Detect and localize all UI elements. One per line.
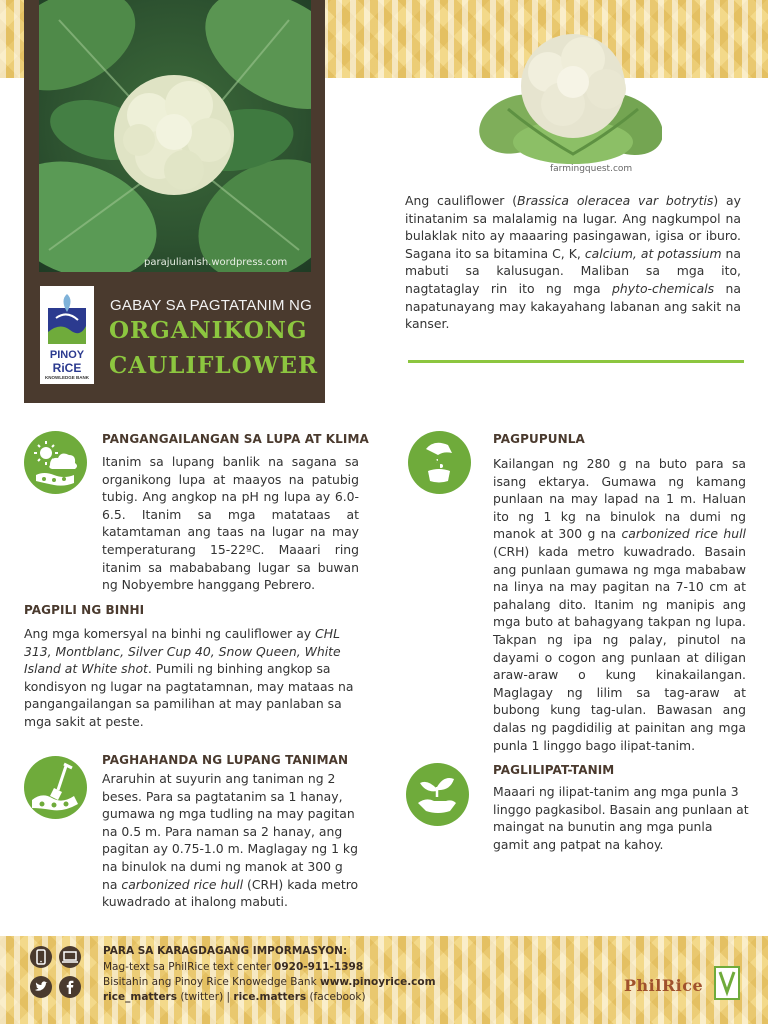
footer-text-line: [103, 961, 363, 973]
binhi-text-1: Ang mga komersyal na binhi ng cauliflower ay: [24, 626, 316, 641]
cover-title-line1: ORGANIKONG: [109, 317, 308, 344]
heading-paglilipat: PAGLILIPAT-TANIM: [493, 763, 615, 777]
cauliflower-field-photo: [39, 0, 311, 272]
text-lupa-klima: Itanim sa lupang banlik na sagana sa organikong lupa at maayos na patubig tubig. Ang angkop na pH ng lupa ay 6.0-6.5. Itanim sa mga matataas at katamtaman ang taas na lugar na may temperaturang 15-22ºC. Maaari ring itanim sa mabababang lugar sa buwan ng Nobyembre hanggang Pebrero.: [102, 454, 359, 593]
intro-scientific-name: Brassica oleracea var botrytis: [517, 193, 714, 208]
heading-pagpupunla: PAGPUPUNLA: [493, 432, 585, 446]
binhi-text-2: . Pumili ng binhing angkop sa kondisyon ng lugar na pagtatamnan, may mataas na pangangailangan sa pamilihan at may panlaban sa mga sakit at peste.: [24, 661, 354, 729]
pinoy-rice-logo: [40, 286, 94, 384]
facebook-icon[interactable]: [59, 976, 81, 998]
paghahanda-crh: carbonized rice hull: [121, 876, 244, 892]
intro-text-3: na mabuti sa kalusugan. Maliban sa mga ito, nagtataglay rin ito ng mga: [405, 245, 741, 296]
philrice-mark-icon: [714, 966, 740, 1000]
heading-paghahanda: PAGHAHANDA NG LUPANG TANIMAN: [102, 753, 349, 767]
intro-text-2: ) ay itinatanim sa malalamig na lugar. Ang nagkumpol na bulaklak nito ay maaaring pasingawan, igisa or iburo. Sagana ito sa bitamina C, K,: [405, 193, 741, 261]
transplanting-icon: [406, 763, 469, 826]
computer-icon: [59, 946, 81, 968]
heading-lupa-klima: PANGANGAILANGAN SA LUPA AT KLIMA: [102, 432, 369, 446]
paghahanda-text-2: (CRH) kada metro kuwadrado at ihalong mabuti.: [102, 876, 359, 910]
text-paglilipat: Maaari ng ilipat-tanim ang mga punla 3 linggo pagkasibol. Basain ang punlaan at maingat na bunutin ang mga punla gamit ang patpat na kahoy.: [493, 784, 749, 852]
soil-climate-icon: [24, 431, 87, 494]
pagpupunla-text-2: (CRH) kada metro kuwadrado. Basain ang punlaan gumawa ng mga mababaw na linya na may pagitan na 7-10 cm at pahalang dito. Itanim ng manipis ang mga buto at bahagyang takpan ng lupa. Takpan ng ipa ng palay, pinutol na dayami o cogon ang punlaan at diligan araw-araw o kung kinakailangan. Maglagay ng lilim sa tag-araw at bubong kung tag-ulan. Bawasan ang dalas ng pagdidilig at painitan ang mga punla 1 linggo bago ilipat-tanim.: [493, 543, 746, 753]
footer-social-line: [103, 991, 366, 1003]
text-pagpili-binhi: [24, 625, 358, 731]
text-pagpupunla: [493, 455, 746, 754]
footer-heading: PARA SA KARAGDAGANG IMPORMASYON:: [103, 945, 348, 957]
text-paghahanda: [102, 770, 362, 911]
logo-line1: PINOY: [49, 349, 85, 361]
philrice-logo: PhilRice: [624, 976, 704, 995]
footer-web-line: [103, 976, 436, 988]
intro-divider: [408, 360, 744, 363]
cover-subtitle: GABAY SA PAGTATANIM NG: [110, 297, 312, 314]
footer-twitter-handle[interactable]: rice_matters: [103, 991, 177, 1003]
footer-facebook-handle[interactable]: rice.matters: [233, 991, 307, 1003]
paghahanda-text-1: Araruhin at suyurin ang taniman ng 2 beses. Para sa pagtatanim sa 1 hanay, gumawa ng mga tudling na may pagitan na 0.5 m. Para naman sa 2 hanay, ang pagitan ay 0.75-1.0 m. Maglagay ng 1 kg na binulok na dumi ng manok at 300 g na: [102, 771, 358, 892]
intro-paragraph: [405, 192, 741, 333]
photo-credit-cover: parajulianish.wordpress.com: [144, 257, 288, 268]
photo-credit-intro: farmingquest.com: [550, 164, 633, 174]
cover-panel: [24, 0, 325, 403]
footer-line1-label: Mag-text sa PhilRice text center: [103, 961, 275, 973]
logo-line2: RiCE: [52, 361, 82, 375]
intro-phytochemicals: phyto-chemicals: [612, 280, 715, 296]
pagpupunla-text-1: Kailangan ng 280 g na buto para sa isang ektarya. Gumawa ng kamang punlaan na may lapad na 1 m. Haluan ito ng 1 kg na binulok na dumi ng manok at 300 g na: [493, 456, 746, 542]
footer-twitter-label: (twitter) |: [177, 991, 234, 1003]
footer-website-link[interactable]: www.pinoyrice.com: [320, 976, 436, 988]
cauliflower-head-photo: [478, 14, 662, 174]
footer-facebook-label: (facebook): [306, 991, 366, 1003]
twitter-icon[interactable]: [30, 976, 52, 998]
intro-text-1: Ang cauliflower (: [405, 193, 518, 208]
logo-line3: KNOWLEDGE BANK: [45, 375, 89, 380]
phone-icon: [30, 946, 52, 968]
heading-pagpili-binhi: PAGPILI NG BINHI: [24, 603, 145, 617]
intro-text-4: na napatunayang may kakayahang labanan ang sakit na kanser.: [405, 280, 741, 332]
pagpupunla-crh: carbonized rice hull: [621, 526, 746, 542]
land-preparation-icon: [24, 756, 87, 819]
footer-phone-number[interactable]: 0920-911-1398: [274, 961, 364, 973]
intro-minerals: calcium, at potassium: [584, 245, 722, 261]
cover-title-line2: CAULIFLOWER: [109, 352, 319, 379]
footer-line2-label: Bisitahin ang Pinoy Rice Knowedge Bank: [103, 976, 320, 988]
binhi-varieties: CHL 313, Montblanc, Silver Cup 40, Snow Queen, White Island at White shot: [24, 626, 341, 677]
seedling-sowing-icon: [408, 431, 471, 494]
